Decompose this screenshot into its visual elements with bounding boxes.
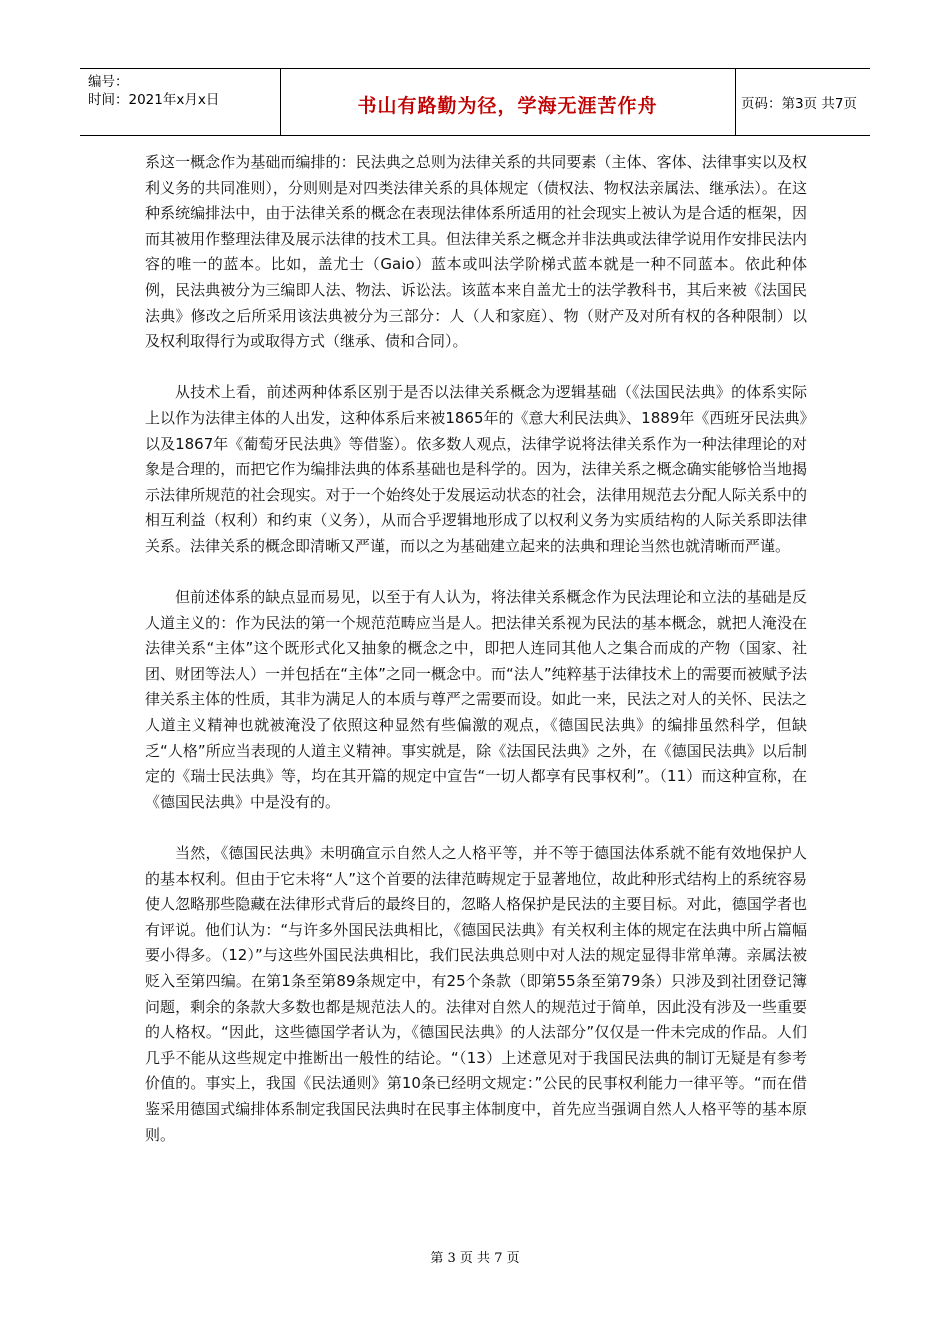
header-page-info: 页码：第3页 共7页: [741, 96, 857, 112]
paragraph-gap: [145, 355, 807, 381]
document-time-label: 时间：2021年x月x日: [88, 92, 220, 108]
paragraph-gap: [145, 560, 807, 586]
header-meta-cell: [80, 69, 281, 135]
paragraph-gap: [145, 815, 807, 841]
header-motto: 书山有路勤为径，学海无涯苦作舟: [357, 95, 658, 117]
page-footer: 第 3 页 共 7 页: [430, 1251, 520, 1266]
body-paragraph-4: 当然，《德国民法典》未明确宣示自然人之人格平等，并不等于德国法体系就不能有效地保护人的基本权利。但由于它未将“人”这个首要的法律范畴规定于显著地位，故此种形式结构上的系统容易使人忽略那些隐藏在法律形式背后的最终目的，忽略人格保护是民法的主要目标。对此，德国学者也有评说。他们认为：“与许多外国民法典相比，《德国民法典》有关权利主体的规定在法典中所占篇幅要小得多。（12）”与这些外国民法典相比，我们民法典总则中对人法的规定显得非常单薄。亲属法被贬入至第四编。在第1条至第89条规定中，有25个条款（即第55条至第79条）只涉及到社团登记簿问题，剩余的条款大多数也都是规范法人的。法律对自然人的规范过于简单，因此没有涉及一些重要的人格权。“因此，这些德国学者认为，《德国民法典》的人法部分”仅仅是一件未完成的作品。人们几乎不能从这些规定中推断出一般性的结论。“（13）上述意见对于我国民法典的制订无疑是有参考价值的。事实上，我国《民法通则》第10条已经明文规定：”公民的民事权利能力一律平等。“而在借鉴采用德国式编排体系制定我国民法典时在民事主体制度中，首先应当强调自然人人格平等的基本原则。: [145, 844, 807, 1144]
header-motto-cell: [280, 69, 736, 135]
header-page-cell: [735, 69, 870, 135]
document-body: [145, 150, 807, 1148]
body-paragraph-2: 从技术上看，前述两种体系区别于是否以法律关系概念为逻辑基础（《法国民法典》的体系实际上以作为法律主体的人出发，这种体系后来被1865年的《意大利民法典》、1889年《西班牙民法典》以及1867年《葡萄牙民法典》等借鉴）。依多数人观点，法律学说将法律关系作为一种法律理论的对象是合理的，而把它作为编排法典的体系基础也是科学的。因为，法律关系之概念确实能够恰当地揭示法律所规范的社会现实。对于一个始终处于发展运动状态的社会，法律用规范去分配人际关系中的相互利益（权利）和约束（义务），从而合乎逻辑地形成了以权利义务为实质结构的人际关系即法律关系。法律关系的概念即清晰又严谨，而以之为基础建立起来的法典和理论当然也就清晰而严谨。: [145, 383, 807, 555]
body-paragraph-1: 系这一概念作为基础而编排的：民法典之总则为法律关系的共同要素（主体、客体、法律事实以及权利义务的共同准则），分则则是对四类法律关系的具体规定（债权法、物权法亲属法、继承法）。在这种系统编排法中，由于法律关系的概念在表现法律体系所适用的社会现实上被认为是合适的框架，因而其被用作整理法律及展示法律的技术工具。但法律关系之概念并非法典或法律学说用作安排民法内容的唯一的蓝本。比如，盖尤士（Gaio）蓝本或叫法学阶梯式蓝本就是一种不同蓝本。依此种体例，民法典被分为三编即人法、物法、诉讼法。该蓝本来自盖尤士的法学教科书，其后来被《法国民法典》修改之后所采用该法典被分为三部分：人（人和家庭）、物（财产及对所有权的各种限制）以及权利取得行为或取得方式（继承、债和合同）。: [145, 153, 807, 351]
page-header: [80, 68, 870, 136]
body-paragraph-3: 但前述体系的缺点显而易见，以至于有人认为，将法律关系概念作为民法理论和立法的基础是反人道主义的：作为民法的第一个规范范畴应当是人。把法律关系视为民法的基本概念，就把人淹没在法律关系“主体”这个既形式化又抽象的概念之中，即把人连同其他人之集合而成的产物（国家、社团、财团等法人）一并包括在“主体”之同一概念中。而“法人”纯粹基于法律技术上的需要而被赋予法律关系主体的性质，其非为满足人的本质与尊严之需要而设。如此一来，民法之对人的关怀、民法之人道主义精神也就被淹没了依照这种显然有些偏激的观点，《德国民法典》的编排虽然科学，但缺乏“人格”所应当表现的人道主义精神。事实就是，除《法国民法典》之外，在《德国民法典》以后制定的《瑞士民法典》等，均在其开篇的规定中宣告“一切人都享有民事权利”。（11）而这种宣称，在《德国民法典》中是没有的。: [145, 588, 807, 811]
document-number-label: 编号：: [88, 74, 129, 90]
